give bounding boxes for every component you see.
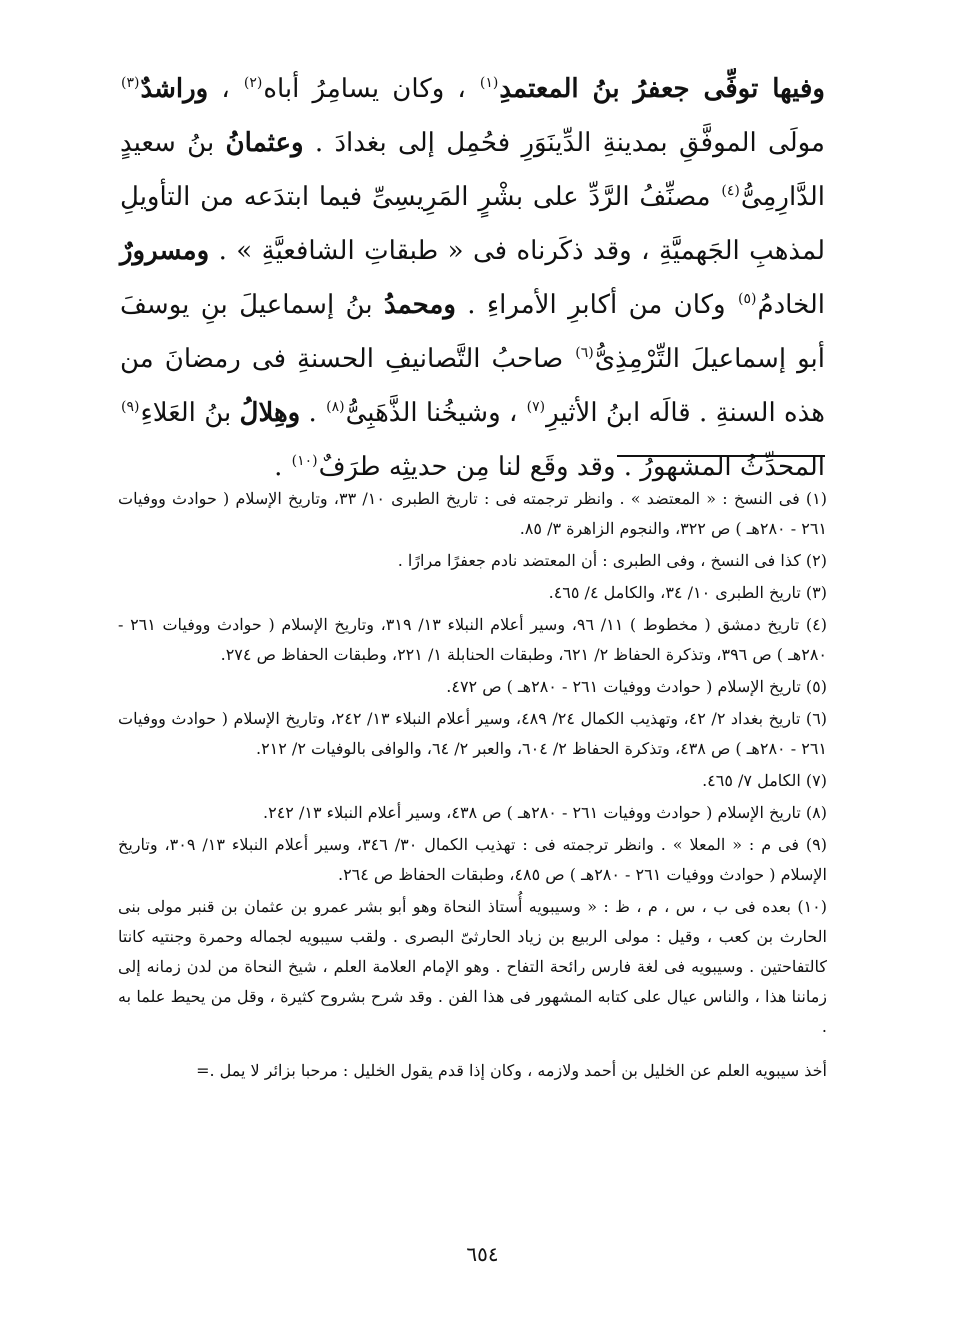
bold-name-text: وهِلالُ: [239, 398, 301, 428]
body-text-run: الخادمُ: [757, 290, 825, 320]
body-text-run: بنُ إسماعيلَ بنِ يوسفَ أبو إسماعيلَ التِّرْمِذِىُّ: [120, 290, 825, 374]
main-text-paragraph: [120, 62, 825, 494]
body-text-run: وكان من أكابرِ الأمراءِ .: [455, 290, 737, 320]
bold-name-text: ومسرورٌ: [120, 236, 210, 266]
bold-name-text: ومحمدُ: [383, 290, 456, 320]
footnote-reference-mark: (٢): [243, 75, 263, 92]
bold-name-text: وراشدٌ: [140, 74, 209, 104]
body-text-run: مولَى الموفَّقِ بمدينةِ الدِّينَوَرِ فحُمِل إلى بغدادَ .: [303, 128, 825, 158]
footnote-separator-line: [617, 455, 825, 457]
body-text-run: صاحبُ التَّصانيفِ الحسنةِ فى رمضانَ من هذه السنةِ . قالَه ابنُ الأثيرِ: [120, 344, 825, 428]
footnote-item: (٩) فى م : « المعلا » . وانظر ترجمته فى : تهذيب الكمال ٣٠/ ٣٤٦، وسير أعلام النبلاء ١٣/ ٣٠٩، وتاريخ الإسلام ( حوادث ووفيات ٢٦١ - ٢٨٠هـ ) ص ٤٨٥، وطبقات الحفاظ ص ٢٦٤.: [118, 835, 827, 884]
footnote-item: (٧) الكامل ٧/ ٤٦٥.: [702, 771, 827, 790]
body-text-run: .: [274, 452, 291, 482]
footnote-item: (٢) كذا فى النسخ ، وفى الطبرى : أن المعتضد نادم جعفرًا مرارًا .: [397, 551, 827, 570]
footnote-reference-mark: (٨): [326, 399, 345, 416]
footnote-item: (١) فى النسخ : « المعتضد » . وانظر ترجمته فى : تاريخ الطبرى ١٠/ ٣٣، وتاريخ الإسلام ( حوادث ووفيات ٢٦١ - ٢٨٠هـ ) ص ٣٢٢، والنجوم الزاهرة ٣/ ٨٥.: [118, 489, 828, 538]
body-text-run: ،: [208, 74, 243, 104]
footnote-item: (٦) تاريخ بغداد ٢/ ٤٢، وتهذيب الكمال ٢٤/ ٤٨٩، وسير أعلام النبلاء ١٣/ ٢٤٢، وتاريخ الإسلام ( حوادث ووفيات ٢٦١ - ٢٨٠هـ ) ص ٤٣٨، وتذكرة الحفاظ ٢/ ٦٠٤، والعبر ٢/ ٦٤، والوافى بالوفيات ٢/ ٢١٢.: [118, 709, 828, 758]
footnote-item: (٥) تاريخ الإسلام ( حوادث ووفيات ٢٦١ - ٢٨٠هـ ) ص ٤٧٢.: [446, 677, 827, 696]
footnote-item: أخذ سيبويه العلم عن الخليل بن أحمد ولازمه ، وكان إذا قدم يقول الخليل : مرحبا بزائر لا يمل .=: [196, 1061, 827, 1080]
footnote-reference-mark: (٥): [738, 291, 757, 308]
footnote-reference-mark: (٧): [526, 399, 546, 416]
footnote-reference-mark: (٣): [121, 75, 140, 92]
body-text-run: بنُ العَلاءِ: [140, 398, 240, 428]
footnote-reference-mark: (٦): [575, 345, 594, 362]
body-text-run: مصنِّفُ الرَّدِّ على بشْرٍ المَرِيسِىِّ فيما ابتدَعه من التأويلِ لمذهبِ الجَهميَّةِ ، وقد ذكَرناه فى « طبقاتِ الشافعيَّةِ » .: [120, 182, 825, 266]
footnote-item: (١٠) بعده فى ب ، س ، م ، ظ : « وسيبويه أُستاذ النحاة وهو أبو بشر عمرو بن عثمان بن قنبر مولى بنى الحارث بن كعب ، وقيل : مولى الربيع بن زياد الحارثىّ البصرى . ولقب سيبويه لجماله وحمرة وجنتيه كانتا كالتفاحتين . وسيبويه فى لغة فارس رائحة التفاح . وهو الإمام العلامة العلم ، شيخ النحاة من لدن زمانه إلى زماننا هذا ، والناس عيال على كتابه المشهور فى هذا الفن . وقد شرح بشروح كثيرة ، وقل من يحيط علما به .: [118, 897, 828, 1036]
page-number: ٦٥٤: [466, 1242, 499, 1266]
bold-name-text: وعثمانُ: [225, 128, 304, 158]
footnotes-section: [118, 484, 827, 1088]
body-text-run: ، وشيخُنا الذَّهَبِىُّ: [345, 398, 526, 428]
footnote-reference-mark: (١): [479, 75, 499, 92]
footnote-reference-mark: (١٠): [291, 453, 318, 470]
body-text-run: .: [300, 398, 326, 428]
body-text-run: ، وكان يسامِرُ أباه: [263, 74, 479, 104]
footnote-item: (٨) تاريخ الإسلام ( حوادث ووفيات ٢٦١ - ٢٨٠هـ ) ص ٤٣٨، وسير أعلام النبلاء ١٣/ ٢٤٢.: [263, 803, 827, 822]
footnote-item: (٤) تاريخ دمشق ( مخطوط ) ١١/ ٩٦، وسير أعلام النبلاء ١٣/ ٣١٩، وتاريخ الإسلام ( حوادث ووفيات ٢٦١ - ٢٨٠هـ ) ص ٣٩٦، وتذكرة الحفاظ ٢/ ٦٢١، وطبقات الحنابلة ١/ ٢٢١، وطبقات الحفاظ ص ٢٧٤.: [118, 615, 827, 664]
footnote-item: (٣) تاريخ الطبرى ١٠/ ٣٤، والكامل ٤/ ٤٦٥.: [548, 583, 827, 602]
bold-name-text: وفيها توفِّى جعفرُ بنُ المعتمدِ: [499, 74, 825, 104]
body-text-run: المحدِّثُ المشهورُ . وقد وقَع لنا مِن حديثِه طرَفٌ: [318, 452, 825, 482]
body-text-run: بنُ سعيدٍ الدَّارِمِىُّ: [120, 128, 825, 212]
footnote-reference-mark: (٤): [721, 183, 740, 200]
footnote-reference-mark: (٩): [121, 399, 140, 416]
